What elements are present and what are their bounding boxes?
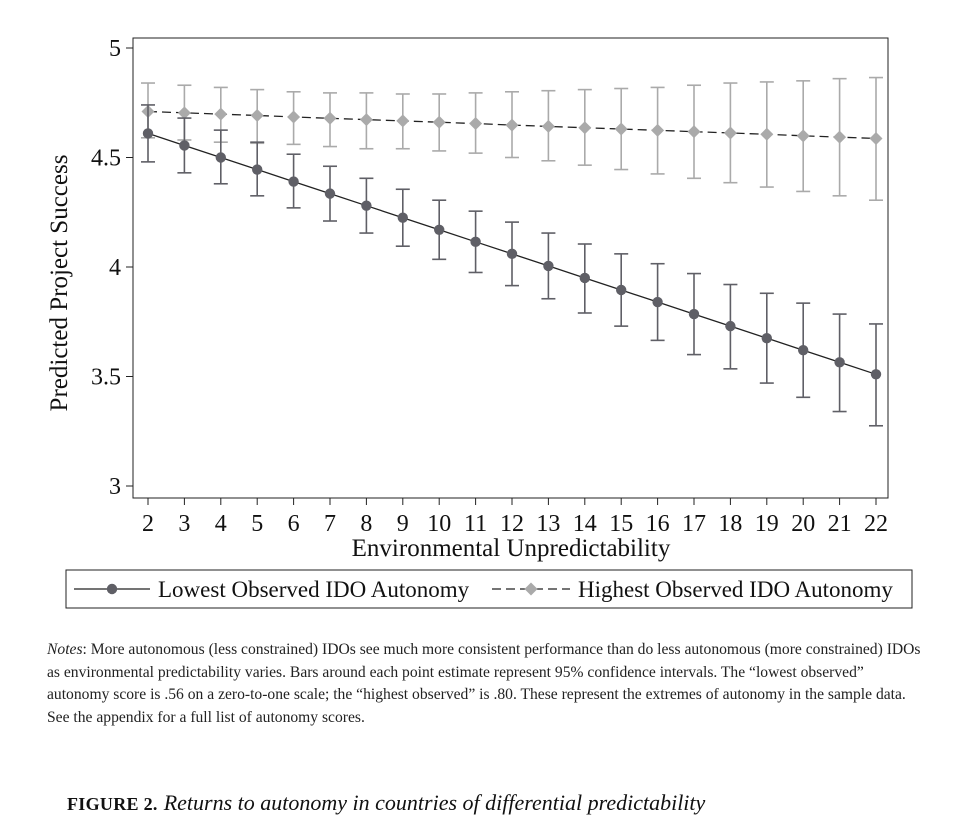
data-point [871,369,881,379]
data-point [651,124,664,137]
figure-number: FIGURE 2. [67,794,158,814]
x-tick-label: 16 [645,511,670,537]
data-point [360,113,373,126]
data-point [433,116,446,129]
data-point [578,121,591,134]
y-tick-label: 3.5 [91,364,121,391]
data-point [652,297,662,307]
x-tick-label: 4 [214,511,227,537]
figure-notes [47,639,927,729]
x-tick-label: 14 [572,511,597,537]
data-point [361,200,371,210]
x-tick-label: 10 [427,511,452,537]
data-point [506,119,519,132]
data-point [542,120,555,133]
data-point [688,125,701,138]
figure-title: Returns to autonomy in countries of differential predictability [163,790,706,815]
data-point [216,152,226,162]
data-point [760,128,773,141]
x-tick-label: 21 [827,511,852,537]
x-tick-label: 7 [324,511,336,537]
data-point [324,112,337,125]
data-point [543,261,553,271]
data-point [689,309,699,319]
x-tick-label: 6 [287,511,300,537]
data-point [434,225,444,235]
x-tick-label: 12 [500,511,524,537]
data-point [470,237,480,247]
data-point [396,114,409,127]
series-highest [141,78,883,201]
data-point [798,345,808,355]
y-tick-label: 3 [109,474,121,500]
data-point [834,357,844,367]
x-tick-label: 9 [396,511,409,537]
x-tick-label: 13 [536,511,561,537]
x-axis-label: Environmental Unpredictability [351,535,671,562]
series-layer [141,78,883,426]
x-tick-label: 15 [609,511,634,537]
y-axis-label: Predicted Project Success [46,154,73,412]
x-tick-label: 2 [142,511,154,537]
data-point [398,213,408,223]
data-point [870,132,883,145]
data-point [615,123,628,136]
data-point [143,128,153,138]
y-tick-label: 4.5 [91,145,121,172]
data-point [725,321,735,331]
data-point [580,273,590,283]
data-point [252,164,262,174]
legend-marker-highest [525,583,538,596]
legend-label-lowest: Lowest Observed IDO Autonomy [158,577,470,602]
data-point [762,333,772,343]
x-tick-label: 5 [251,511,264,537]
x-tick-label: 8 [360,511,373,537]
data-point [833,131,846,144]
data-point [469,117,482,130]
notes-label: Notes [47,641,83,658]
data-point [724,126,737,139]
data-point [507,249,517,259]
data-point [797,129,810,142]
x-tick-label: 3 [178,511,191,537]
x-axis [133,498,888,537]
data-point [287,110,300,123]
x-tick-label: 17 [682,511,706,537]
data-point [616,285,626,295]
legend-label-highest: Highest Observed IDO Autonomy [578,577,893,602]
data-point [214,108,227,121]
x-tick-label: 19 [754,511,779,537]
y-axis [91,36,133,500]
data-point [288,176,298,186]
plot-frame [133,38,888,498]
legend-marker-lowest [107,584,117,594]
data-point [325,188,335,198]
x-tick-label: 11 [464,511,488,537]
legend [66,570,912,608]
x-tick-label: 18 [718,511,743,537]
data-point [251,109,264,122]
x-tick-label: 20 [791,511,816,537]
data-point [179,140,189,150]
notes-text: : More autonomous (less constrained) IDOs see much more consistent performance than do less autonomous (more constrained) IDOs as environmental predictability varies. Bars around each point estimate represent 95% confidence intervals. The “lowest observed” autonomy score is .56 on a zero-to-one scale; the “highest observed” is .80. These represent the extremes of autonomy in the sample data. See the appendix for a full list of autonomy scores. [47,641,921,726]
y-tick-label: 4 [109,255,121,281]
y-tick-label: 5 [109,36,121,62]
figure-caption [67,790,705,816]
x-tick-label: 22 [864,511,888,537]
